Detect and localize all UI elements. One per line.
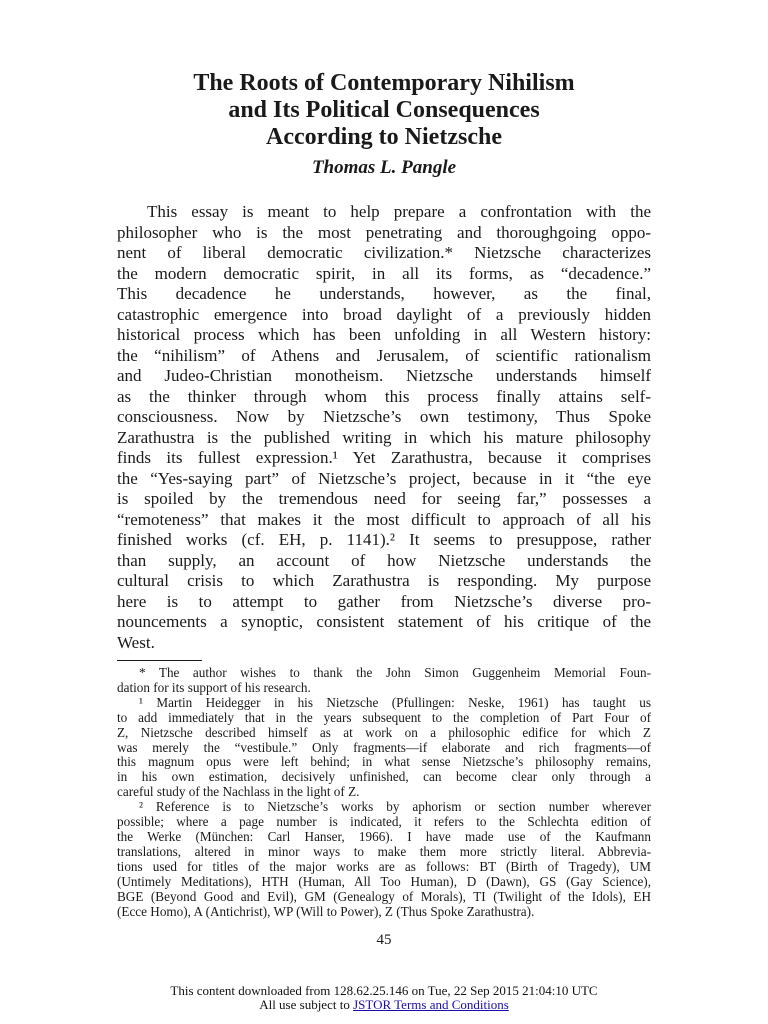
- footnote-line: ² Reference is to Nietzsche’s works by aphorism or section number wherever: [139, 800, 651, 815]
- footnote-line: Z, Nietzsche described himself as at work on a philosophic edifice for which Z: [117, 725, 651, 740]
- footnotes: [117, 666, 651, 919]
- terms-prefix: All use subject to: [259, 997, 354, 1012]
- body-line: than supply, an account of how Nietzsche understands the: [117, 550, 651, 570]
- body-line: philosopher who is the most penetrating and thoroughgoing oppo-: [117, 222, 651, 242]
- body-line: West.: [117, 632, 155, 652]
- body-line: the “Yes-saying part” of Nietzsche’s project, because in it “the eye: [117, 468, 651, 488]
- footnote-line: to add immediately that in the years subsequent to the completion of Part Four of: [117, 710, 651, 725]
- body-line: here is to attempt to gather from Nietzsche’s diverse pro-: [117, 591, 651, 611]
- footnote-line: possible; where a page number is indicated, it refers to the Schlechta edition of: [117, 815, 651, 830]
- footnote-line: * The author wishes to thank the John Simon Guggenheim Memorial Foun-: [139, 666, 651, 680]
- footnote-line: dation for its support of his research.: [117, 680, 311, 695]
- body-line: “remoteness” that makes it the most difficult to approach of all his: [117, 509, 651, 529]
- body-line: catastrophic emergence into broad daylight of a previously hidden: [117, 304, 651, 324]
- terms-notice: [0, 998, 768, 1012]
- jstor-terms-link[interactable]: JSTOR Terms and Conditions: [353, 997, 509, 1012]
- footnote-line: ¹ Martin Heidegger in his Nietzsche (Pfullingen: Neske, 1961) has taught us: [139, 695, 651, 710]
- download-footer: [0, 984, 768, 1012]
- title-line: and Its Political Consequences: [228, 97, 540, 123]
- body-line: nent of liberal democratic civilization.* Nietzsche characterizes: [117, 243, 651, 262]
- body-line: This decadence he understands, however, as the final,: [117, 284, 651, 303]
- footnote-line: translations, altered in minor ways to make them more strictly literal. Abbrevia-: [117, 844, 651, 859]
- body-line: is spoiled by the tremendous need for seeing far,” possesses a: [117, 489, 651, 508]
- body-line: cultural crisis to which Zarathustra is responding. My purpose: [117, 571, 651, 590]
- article-title: [60, 70, 708, 151]
- body-line: finished works (cf. EH, p. 1141).² It seems to presuppose, rather: [117, 530, 651, 549]
- article-author: Thomas L. Pangle: [311, 157, 457, 178]
- body-line: finds its fullest expression.¹ Yet Zarathustra, because it comprises: [117, 448, 651, 467]
- body-line: historical process which has been unfolding in all Western history:: [117, 325, 651, 344]
- page-number: 45: [376, 932, 392, 948]
- body-line: the modern democratic spirit, in all its forms, as “decadence.”: [117, 263, 651, 283]
- footnote-line: this magnum opus were left behind; in what sense Nietzsche’s philosophy remains,: [117, 755, 651, 770]
- body-paragraph: [117, 202, 651, 653]
- body-line: and Judeo-Christian monotheism. Nietzsche understands himself: [117, 366, 651, 385]
- footnote-line: was merely the “vestibule.” Only fragments—if elaborate and rich fragments—of: [117, 740, 651, 755]
- footnote-line: (Untimely Meditations), HTH (Human, All Too Human), D (Dawn), GS (Gay Science),: [117, 874, 651, 889]
- body-line: the “nihilism” of Athens and Jerusalem, of scientific rationalism: [117, 345, 651, 365]
- body-line: Zarathustra is the published writing in which his mature philosophy: [117, 427, 651, 447]
- footnote-line: careful study of the Nachlass in the light of Z.: [117, 785, 360, 800]
- footnote-separator: [117, 660, 202, 661]
- footnote-line: in his own estimation, decisively unfinished, can become clear only through a: [117, 770, 651, 785]
- footnote-line: tions used for titles of the major works are as follows: BT (Birth of Tragedy), UM: [117, 859, 651, 874]
- body-line: This essay is meant to help prepare a confrontation with the: [147, 202, 651, 221]
- footnote-line: the Werke (München: Carl Hanser, 1966). I have made use of the Kaufmann: [117, 829, 651, 844]
- footnote-line: (Ecce Homo), A (Antichrist), WP (Will to Power), Z (Thus Spoke Zarathustra).: [117, 904, 535, 919]
- body-line: nouncements a synoptic, consistent statement of his critique of the: [117, 612, 651, 631]
- body-line: consciousness. Now by Nietzsche’s own testimony, Thus Spoke: [117, 407, 651, 426]
- footnote-line: BGE (Beyond Good and Evil), GM (Genealogy of Morals), TI (Twilight of the Idols), EH: [117, 889, 651, 904]
- title-line: The Roots of Contemporary Nihilism: [193, 70, 575, 96]
- title-line: According to Nietzsche: [266, 124, 502, 150]
- download-notice: This content downloaded from 128.62.25.146 on Tue, 22 Sep 2015 21:04:10 UTC: [170, 983, 598, 998]
- body-line: as the thinker through whom this process finally attains self-: [117, 386, 651, 406]
